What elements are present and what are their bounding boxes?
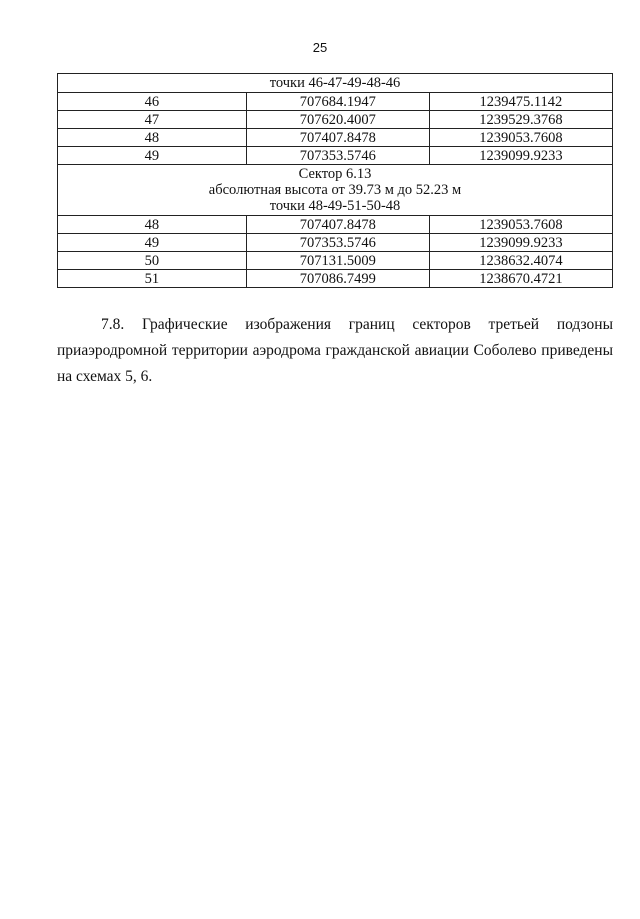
y-coordinate-cell: 1239099.9233 [429,147,612,165]
x-coordinate-cell: 707407.8478 [246,129,429,147]
x-coordinate-cell: 707620.4007 [246,111,429,129]
sector-title: Сектор 6.13 [298,166,372,182]
x-coordinate-cell: 707407.8478 [246,216,429,234]
y-coordinate-cell: 1239053.7608 [429,216,612,234]
y-coordinate-cell: 1238670.4721 [429,270,612,288]
point-number-cell: 47 [58,111,247,129]
y-coordinate-cell: 1238632.4074 [429,252,612,270]
table-row [58,270,613,288]
table-row [58,111,613,129]
table-group-header [58,74,613,93]
x-coordinate-cell: 707353.5746 [246,234,429,252]
point-number-cell: 49 [58,147,247,165]
x-coordinate-cell: 707353.5746 [246,147,429,165]
x-coordinate-cell: 707684.1947 [246,93,429,111]
point-number-cell: 48 [58,216,247,234]
sector-altitude-range: абсолютная высота от 39.73 м до 52.23 м [208,182,462,198]
table-group-header [58,165,613,216]
table-row [58,216,613,234]
table-group-header-row [58,165,613,216]
table-group-header-row [58,74,613,93]
point-number-cell: 48 [58,129,247,147]
table-row [58,147,613,165]
sector-points: точки 48-49-51-50-48 [269,198,401,214]
coordinates-table [57,73,613,288]
group-header-line: точки 46-47-49-48-46 [269,75,401,91]
y-coordinate-cell: 1239529.3768 [429,111,612,129]
table-row [58,93,613,111]
table-row [58,234,613,252]
page-number: 25 [312,40,328,55]
point-number-cell: 51 [58,270,247,288]
point-number-cell: 49 [58,234,247,252]
section-7-8-paragraph: 7.8. Графические изображения границ секторов третьей подзоны приаэродромной территории аэродрома гражданской авиации Соболево приведены на схемах 5, 6. [57,316,613,385]
table-row [58,252,613,270]
x-coordinate-cell: 707131.5009 [246,252,429,270]
point-number-cell: 50 [58,252,247,270]
y-coordinate-cell: 1239099.9233 [429,234,612,252]
x-coordinate-cell: 707086.7499 [246,270,429,288]
y-coordinate-cell: 1239053.7608 [429,129,612,147]
y-coordinate-cell: 1239475.1142 [429,93,612,111]
point-number-cell: 46 [58,93,247,111]
table-row [58,129,613,147]
